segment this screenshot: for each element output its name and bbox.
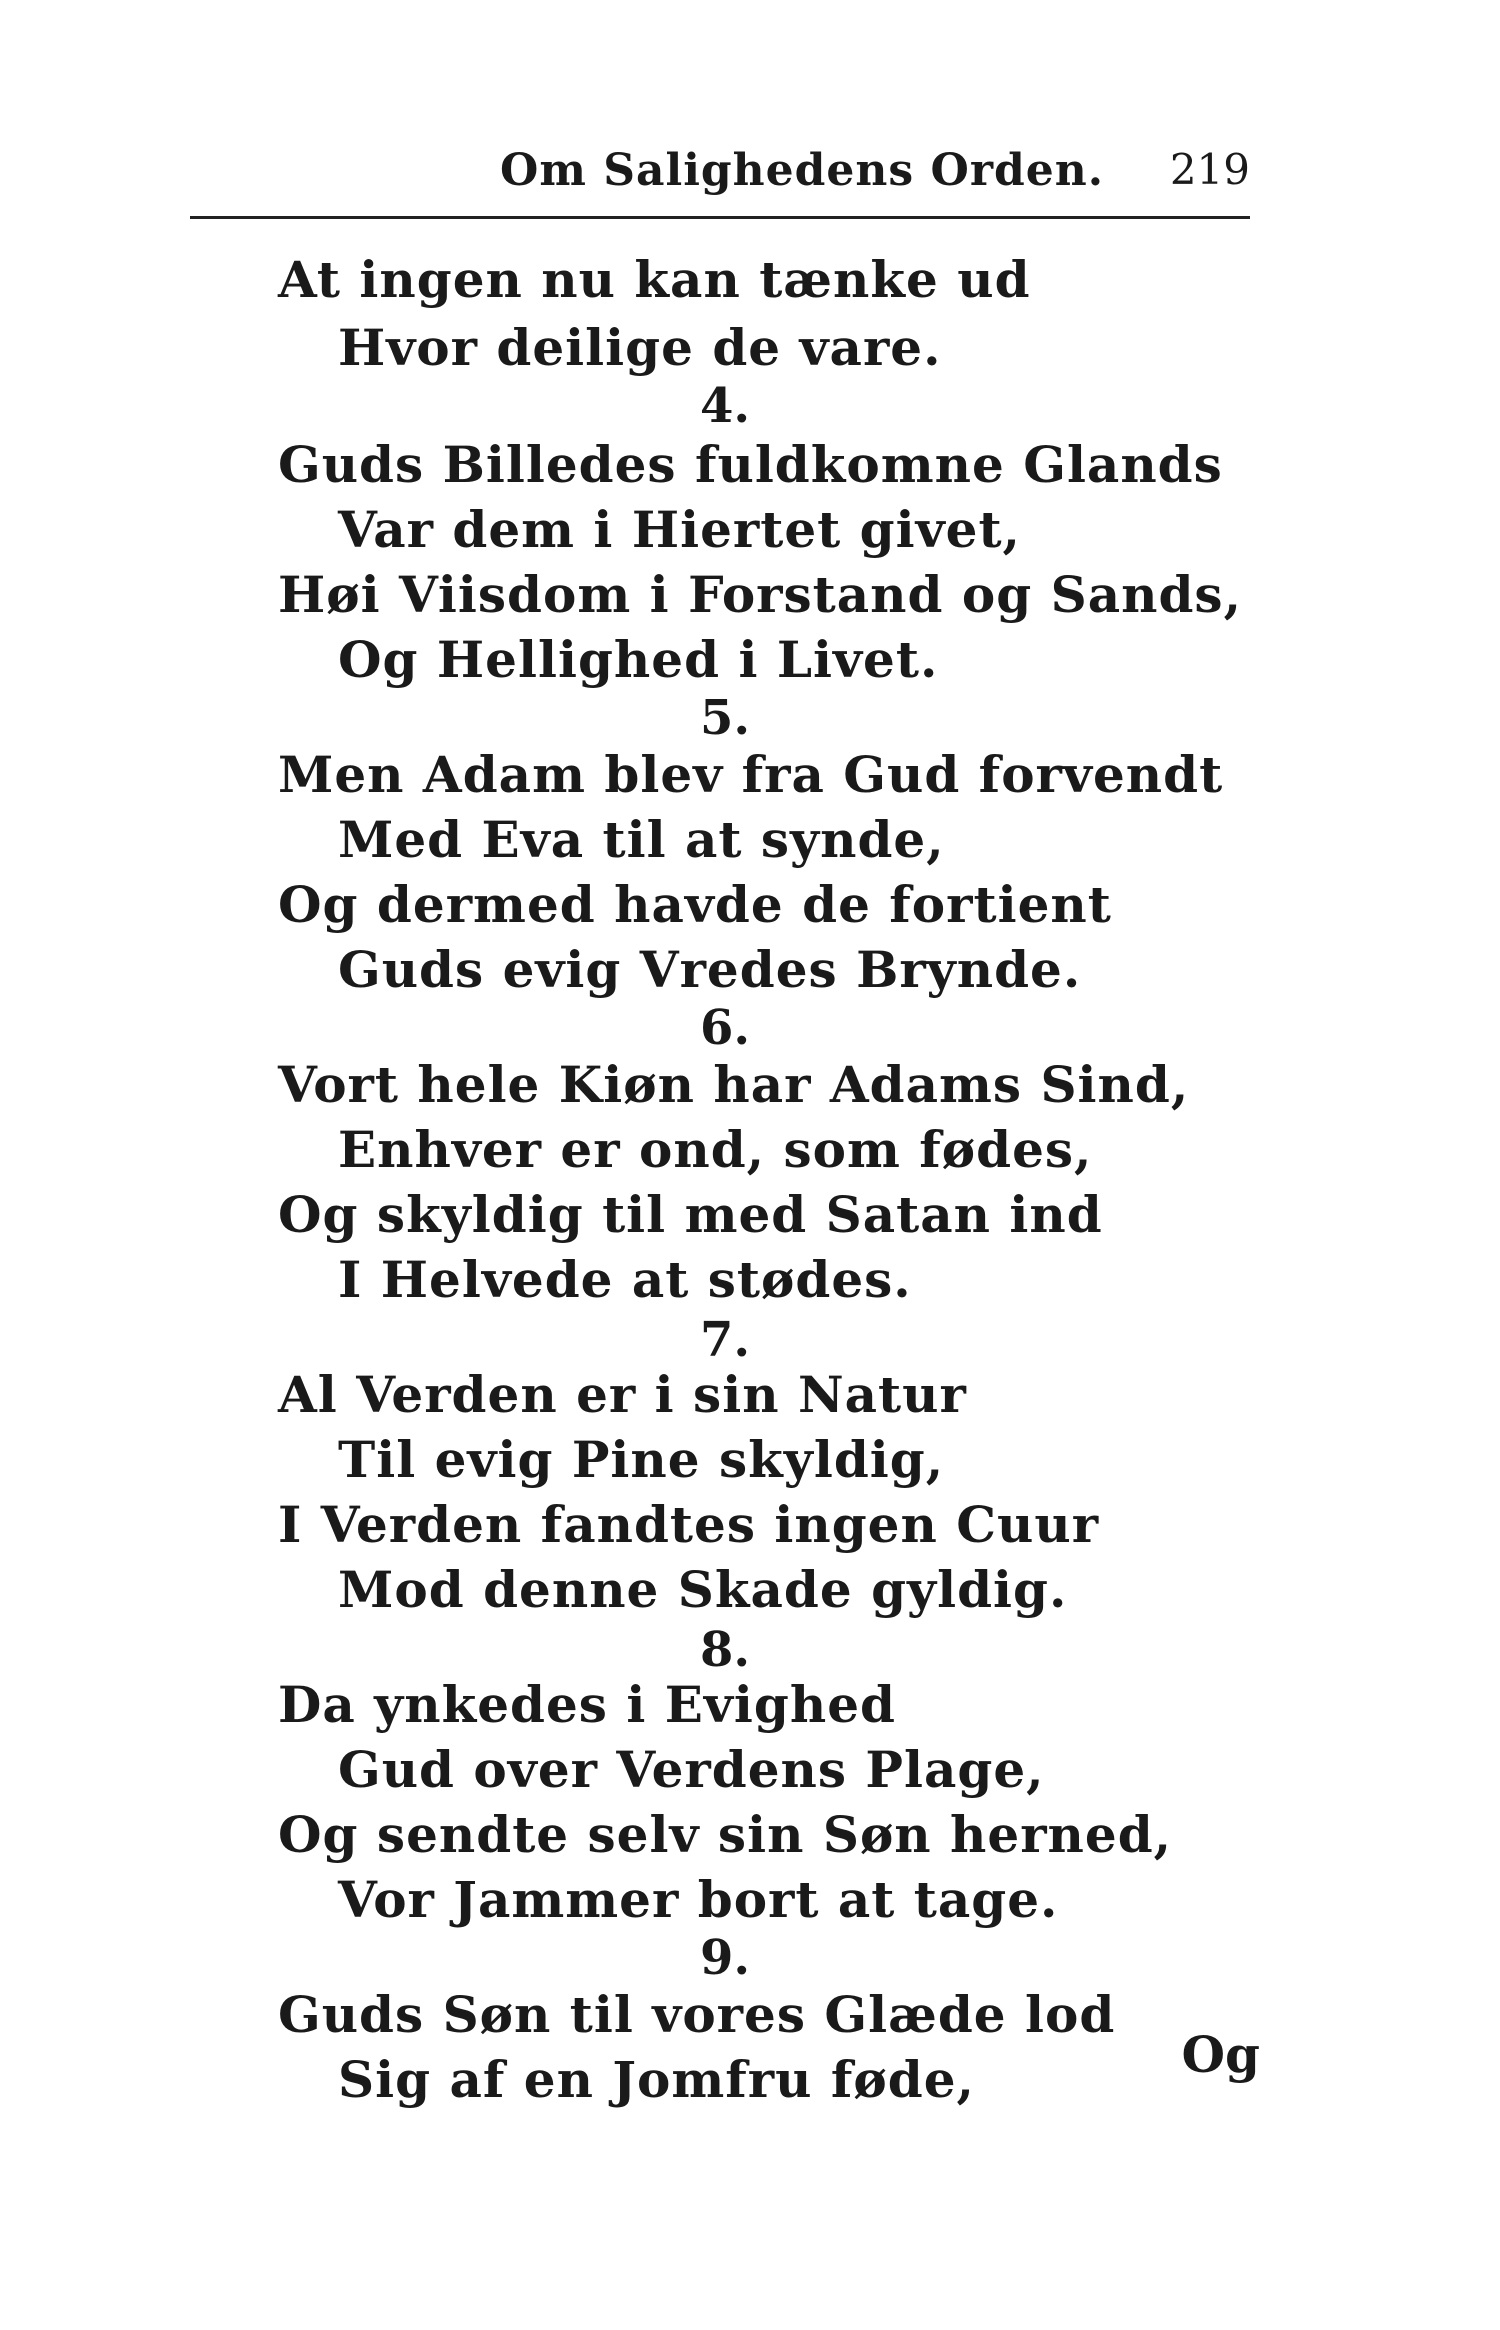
- verse-line: Guds Billedes fuldkomne Glands: [278, 435, 1223, 494]
- verse-line: Gud over Verdens Plage,: [338, 1740, 1045, 1799]
- verse-line: Til evig Pine skyldig,: [338, 1430, 945, 1489]
- verse-line: Vor Jammer bort at tage.: [338, 1870, 1059, 1929]
- verse-line: Og skyldig til med Satan ind: [278, 1185, 1103, 1244]
- stanza-number: 6.: [700, 1000, 751, 1056]
- verse-line: Høi Viisdom i Forstand og Sands,: [278, 565, 1242, 624]
- verse-line: At ingen nu kan tænke ud: [278, 250, 1031, 309]
- verse-line: Og Hellighed i Livet.: [338, 630, 939, 689]
- running-title: Om Salighedens Orden.: [500, 145, 1105, 196]
- verse-line: Vort hele Kiøn har Adams Sind,: [278, 1055, 1190, 1114]
- verse-line: Men Adam blev fra Gud forvendt: [278, 745, 1224, 804]
- stanza-number: 4.: [700, 378, 751, 434]
- stanza-number: 7.: [700, 1312, 751, 1368]
- verse-line: Guds Søn til vores Glæde lod: [278, 1985, 1116, 2044]
- verse-line: Og sendte selv sin Søn herned,: [278, 1805, 1173, 1864]
- verse-line: Da ynkedes i Evighed: [278, 1675, 896, 1734]
- verse-line: I Helvede at stødes.: [338, 1250, 912, 1309]
- verse-line: I Verden fandtes ingen Cuur: [278, 1495, 1100, 1554]
- page-number: 219: [1169, 145, 1250, 194]
- verse-line: Med Eva til at synde,: [338, 810, 945, 869]
- stanza-number: 8.: [700, 1622, 751, 1678]
- stanza-number: 5.: [700, 690, 751, 746]
- verse-line: Mod denne Skade gyldig.: [338, 1560, 1068, 1619]
- verse-line: Var dem i Hiertet givet,: [338, 500, 1021, 559]
- verse-line: Al Verden er i sin Natur: [278, 1365, 967, 1424]
- verse-line: Hvor deilige de vare.: [338, 318, 942, 377]
- catchword: Og: [1181, 2025, 1260, 2084]
- verse-line: Enhver er ond, som fødes,: [338, 1120, 1093, 1179]
- stanza-number: 9.: [700, 1930, 751, 1986]
- verse-line: Sig af en Jomfru føde,: [338, 2050, 975, 2109]
- verse-line: Og dermed havde de fortient: [278, 875, 1112, 934]
- verse-line: Guds evig Vredes Brynde.: [338, 940, 1082, 999]
